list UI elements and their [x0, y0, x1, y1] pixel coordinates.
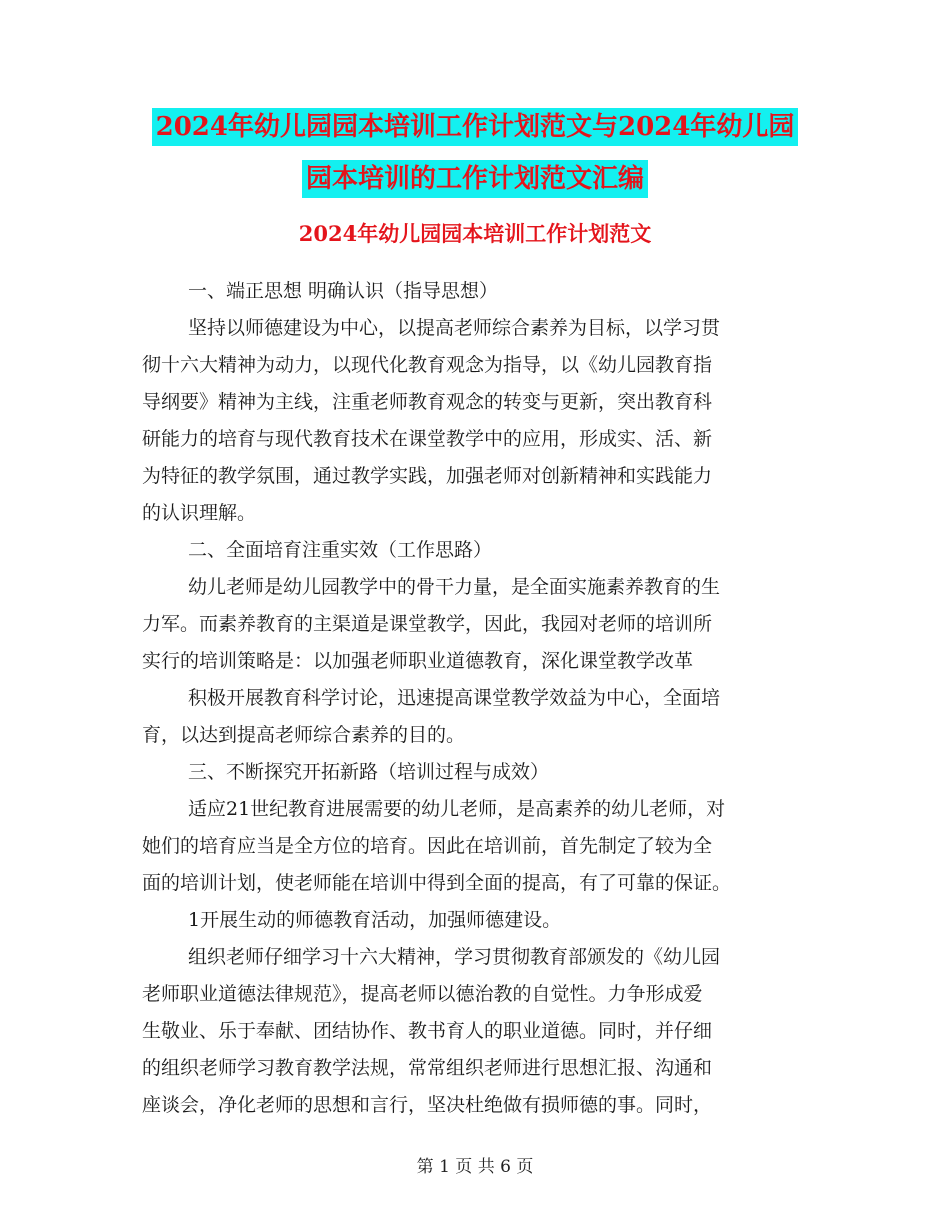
- text-line: 适应21世纪教育进展需要的幼儿老师，是高素养的幼儿老师，对: [188, 798, 726, 820]
- text-line: 实行的培训策略是：以加强老师职业道德教育，深化课堂教学改革: [142, 650, 694, 672]
- text-line: 彻十六大精神为动力，以现代化教育观念为指导，以《幼儿园教育指: [142, 354, 713, 376]
- text-line: 一、端正思想 明确认识（指导思想）: [188, 280, 499, 302]
- text-line: 育，以达到提高老师综合素养的目的。: [142, 724, 466, 746]
- text-line: 研能力的培育与现代教育技术在课堂教学中的应用，形成实、活、新: [142, 428, 713, 450]
- title-line: 2024年幼儿园园本培训工作计划范文与2024年幼儿园: [152, 108, 799, 146]
- text-line: 二、全面培育注重实效（工作思路）: [188, 539, 493, 561]
- document-title: [0, 108, 950, 212]
- text-line: 1开展生动的师德教育活动，加强师德建设。: [188, 909, 562, 931]
- text-line: 三、不断探究开拓新路（培训过程与成效）: [188, 761, 550, 783]
- text-line: 组织老师仔细学习十六大精神，学习贯彻教育部颁发的《幼儿园: [188, 946, 721, 968]
- text-line: 老师职业道德法律规范》，提高老师以德治教的自觉性。力争形成爱: [142, 983, 703, 1005]
- text-line: 的认识理解。: [142, 502, 257, 524]
- text-line: 力军。而素养教育的主渠道是课堂教学，因此，我园对老师的培训所: [142, 613, 713, 635]
- text-line: 的组织老师学习教育教学法规，常常组织老师进行思想汇报、沟通和: [142, 1057, 713, 1079]
- text-line: 她们的培育应当是全方位的培育。因此在培训前，首先制定了较为全: [142, 835, 713, 857]
- text-line: 面的培训计划，使老师能在培训中得到全面的提高，有了可靠的保证。: [142, 872, 732, 894]
- text-line: 为特征的教学氛围，通过教学实践，加强老师对创新精神和实践能力: [142, 465, 713, 487]
- text-line: 坚持以师德建设为中心，以提高老师综合素养为目标，以学习贯: [188, 317, 721, 339]
- text-line: 座谈会，净化老师的思想和言行，坚决杜绝做有损师德的事。同时，: [142, 1094, 713, 1116]
- text-line: 导纲要》精神为主线，注重老师教育观念的转变与更新，突出教育科: [142, 391, 713, 413]
- document-body: [142, 273, 802, 1124]
- page-footer: 第 1 页 共 6 页: [416, 1157, 534, 1177]
- title-line: 园本培训的工作计划范文汇编: [302, 160, 648, 198]
- section-heading: 2024年幼儿园园本培训工作计划范文: [298, 221, 652, 246]
- text-line: 积极开展教育科学讨论，迅速提高课堂教学效益为中心，全面培: [188, 687, 721, 709]
- text-line: 幼儿老师是幼儿园教学中的骨干力量，是全面实施素养教育的生: [188, 576, 721, 598]
- text-line: 生敬业、乐于奉献、团结协作、教书育人的职业道德。同时，并仔细: [142, 1020, 713, 1042]
